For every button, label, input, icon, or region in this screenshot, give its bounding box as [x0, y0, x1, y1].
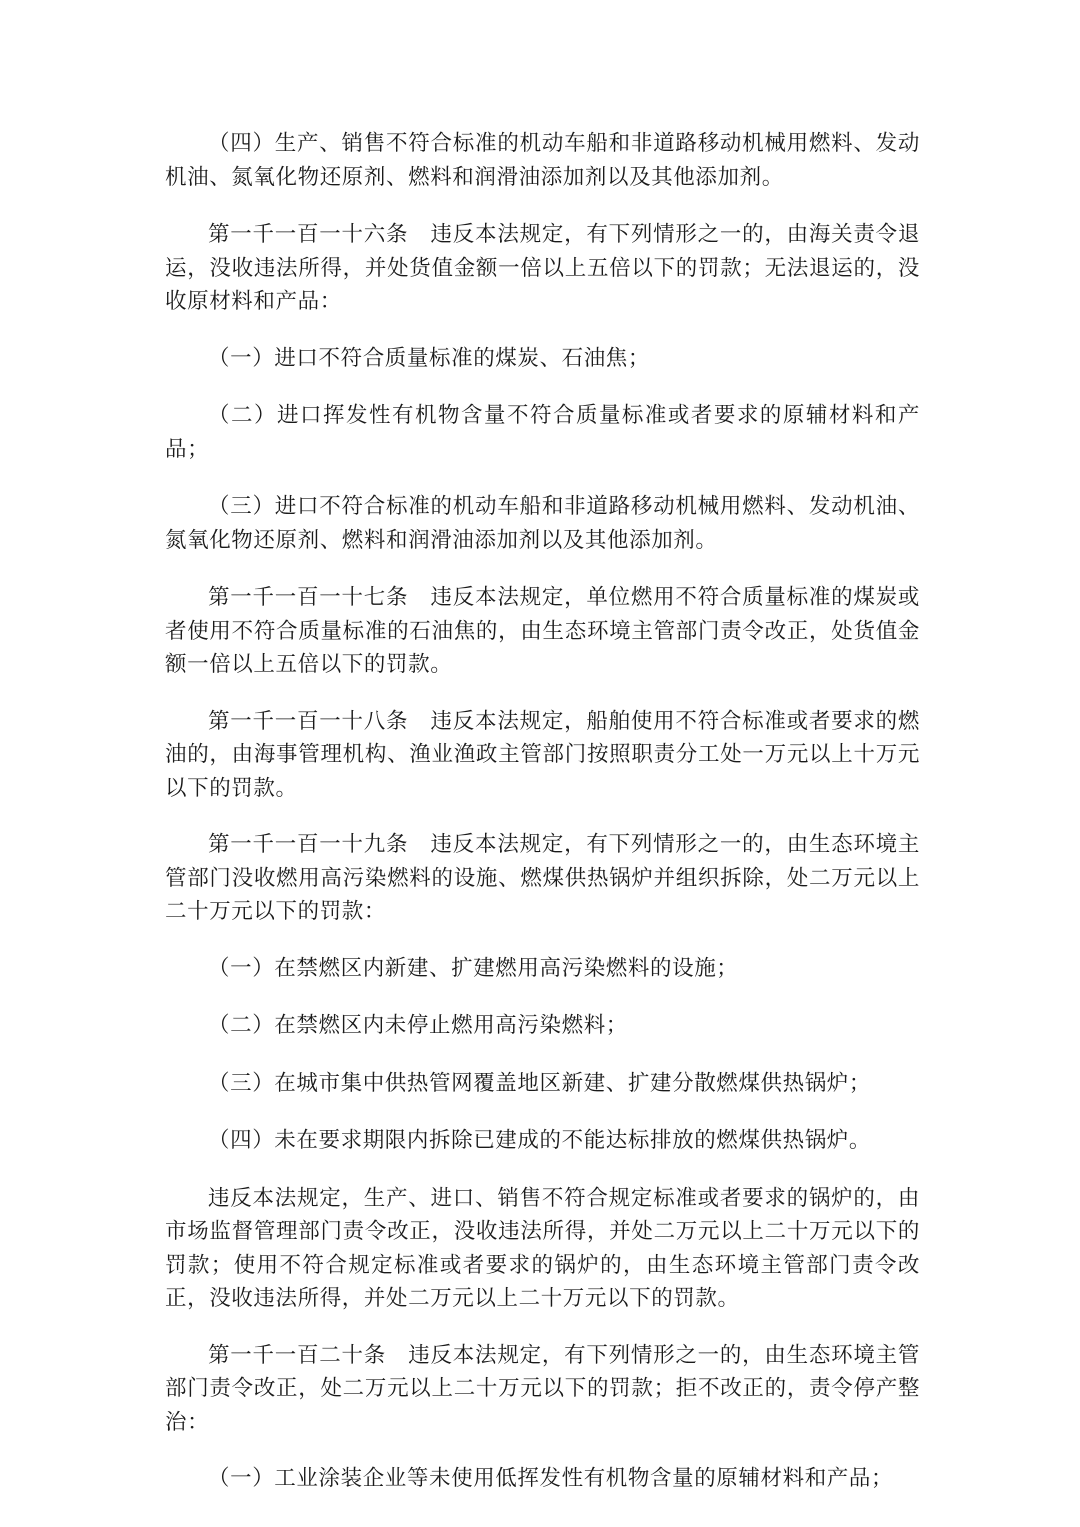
article-1120: 第一千一百二十条 违反本法规定，有下列情形之一的，由生态环境主管部门责令改正，处二万元以上二十万元以下的罚款；拒不改正的，责令停产整治：	[165, 1342, 920, 1435]
item-1-coating: （一）工业涂装企业等未使用低挥发性有机物含量的原辅材料和产品；	[208, 1466, 894, 1491]
item-2-not-stopped: （二）在禁燃区内未停止燃用高污染燃料；	[208, 1013, 628, 1038]
item-2-voc-import: （二）进口挥发性有机物含量不符合质量标准或者要求的原辅材料和产品；	[165, 403, 920, 462]
item-3-heating-boiler: （三）在城市集中供热管网覆盖地区新建、扩建分散燃煤供热锅炉；	[208, 1070, 872, 1096]
article-1118: 第一千一百一十八条 违反本法规定，船舶使用不符合标准或者要求的燃油的，由海事管理机构、渔业渔政主管部门按照职责分工处一万元以上十万元以下的罚款。	[165, 708, 920, 801]
item-1-coal-import: （一）进口不符合质量标准的煤炭、石油焦；	[208, 345, 651, 371]
item-4-fuel-sale: （四）生产、销售不符合标准的机动车船和非道路移动机械用燃料、发动机油、氮氧化物还原剂、燃料和润滑油添加剂以及其他添加剂。	[165, 131, 920, 190]
item-4-not-removed: （四）未在要求期限内拆除已建成的不能达标排放的燃煤供热锅炉。	[208, 1128, 872, 1153]
article-1116: 第一千一百一十六条 违反本法规定，有下列情形之一的，由海关责令退运，没收违法所得，并处货值金额一倍以上五倍以下的罚款；无法退运的，没收原材料和产品：	[165, 222, 920, 314]
document-page	[165, 127, 920, 1520]
boiler-paragraph: 违反本法规定，生产、进口、销售不符合规定标准或者要求的锅炉的，由市场监督管理部门责令改正，没收违法所得，并处二万元以上二十万元以下的罚款；使用不符合规定标准或者要求的锅炉的，由生态环境主管部门责令改正，没收违法所得，并处二万元以上二十万元以下的罚款。	[165, 1185, 920, 1311]
article-1117: 第一千一百一十七条 违反本法规定，单位燃用不符合质量标准的煤炭或者使用不符合质量标准的石油焦的，由生态环境主管部门责令改正，处货值金额一倍以上五倍以下的罚款。	[165, 585, 920, 677]
item-3-fuel-import: （三）进口不符合标准的机动车船和非道路移动机械用燃料、发动机油、氮氧化物还原剂、燃料和润滑油添加剂以及其他添加剂。	[165, 494, 920, 553]
item-1-new-facility: （一）在禁燃区内新建、扩建燃用高污染燃料的设施；	[208, 955, 739, 981]
article-1119: 第一千一百一十九条 违反本法规定，有下列情形之一的，由生态环境主管部门没收燃用高污染燃料的设施、燃煤供热锅炉并组织拆除，处二万元以上二十万元以下的罚款：	[165, 832, 920, 924]
